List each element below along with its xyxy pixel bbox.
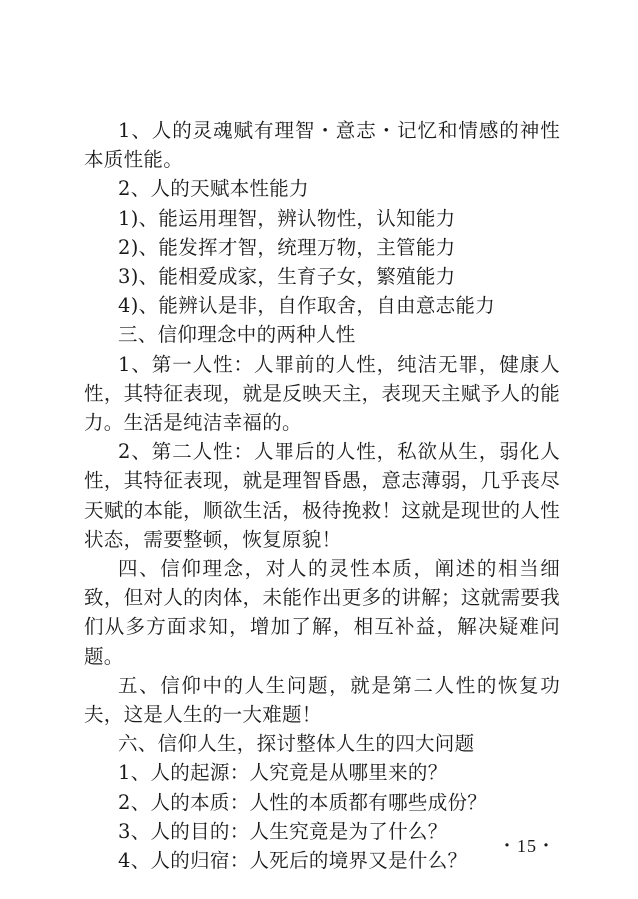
list-item-free-will: 4)、能辨认是非，自作取舍，自由意志能力	[118, 294, 496, 318]
body-text	[84, 116, 560, 875]
paragraph-innate-abilities-heading: 2、人的天赋本性能力	[118, 177, 309, 201]
question-purpose: 3、人的目的：人生究竟是为了什么？	[118, 819, 448, 843]
question-destination: 4、人的归宿：人死后的境界又是什么？	[118, 849, 468, 873]
paragraph-section-four: 四、信仰理念，对人的灵性本质，阐述的相当细致，但对人的肉体，未能作出更多的讲解；这就需要我们从多方面求知，增加了解，相互补益，解决疑难问题。	[84, 557, 560, 668]
list-item-reproduction: 3)、能相爱成家，生育子女，繁殖能力	[118, 265, 456, 289]
paragraph-soul-nature: 1、人的灵魂赋有理智・意志・记忆和情感的神性本质性能。	[84, 119, 560, 172]
list-item-cognition: 1)、能运用理智，辨认物性，认知能力	[118, 206, 456, 230]
page-number: ・15・	[498, 836, 556, 856]
section-heading-four-questions: 六、信仰人生，探讨整体人生的四大问题	[118, 732, 475, 756]
paragraph-second-nature: 2、第二人性：人罪后的人性，私欲从生，弱化人性，其特征表现，就是理智昏愚，意志薄弱，几乎丧尽天赋的本能，顺欲生活，极待挽救！这就是现世的人性状态，需要整顿，恢复原貌！	[84, 440, 560, 551]
section-heading-two-natures: 三、信仰理念中的两种人性	[118, 323, 356, 347]
list-item-management: 2)、能发挥才智，统理万物，主管能力	[118, 235, 456, 259]
paragraph-first-nature: 1、第一人性：人罪前的人性，纯洁无罪，健康人性，其特征表现，就是反映天主，表现天主赋予人的能力。生活是纯洁幸福的。	[84, 352, 560, 435]
question-origin: 1、人的起源：人究竟是从哪里来的？	[118, 761, 448, 785]
question-essence: 2、人的本质：人性的本质都有哪些成份？	[118, 790, 488, 814]
paragraph-section-five: 五、信仰中的人生问题，就是第二人性的恢复功夫，这是人生的一大难题！	[84, 673, 560, 727]
